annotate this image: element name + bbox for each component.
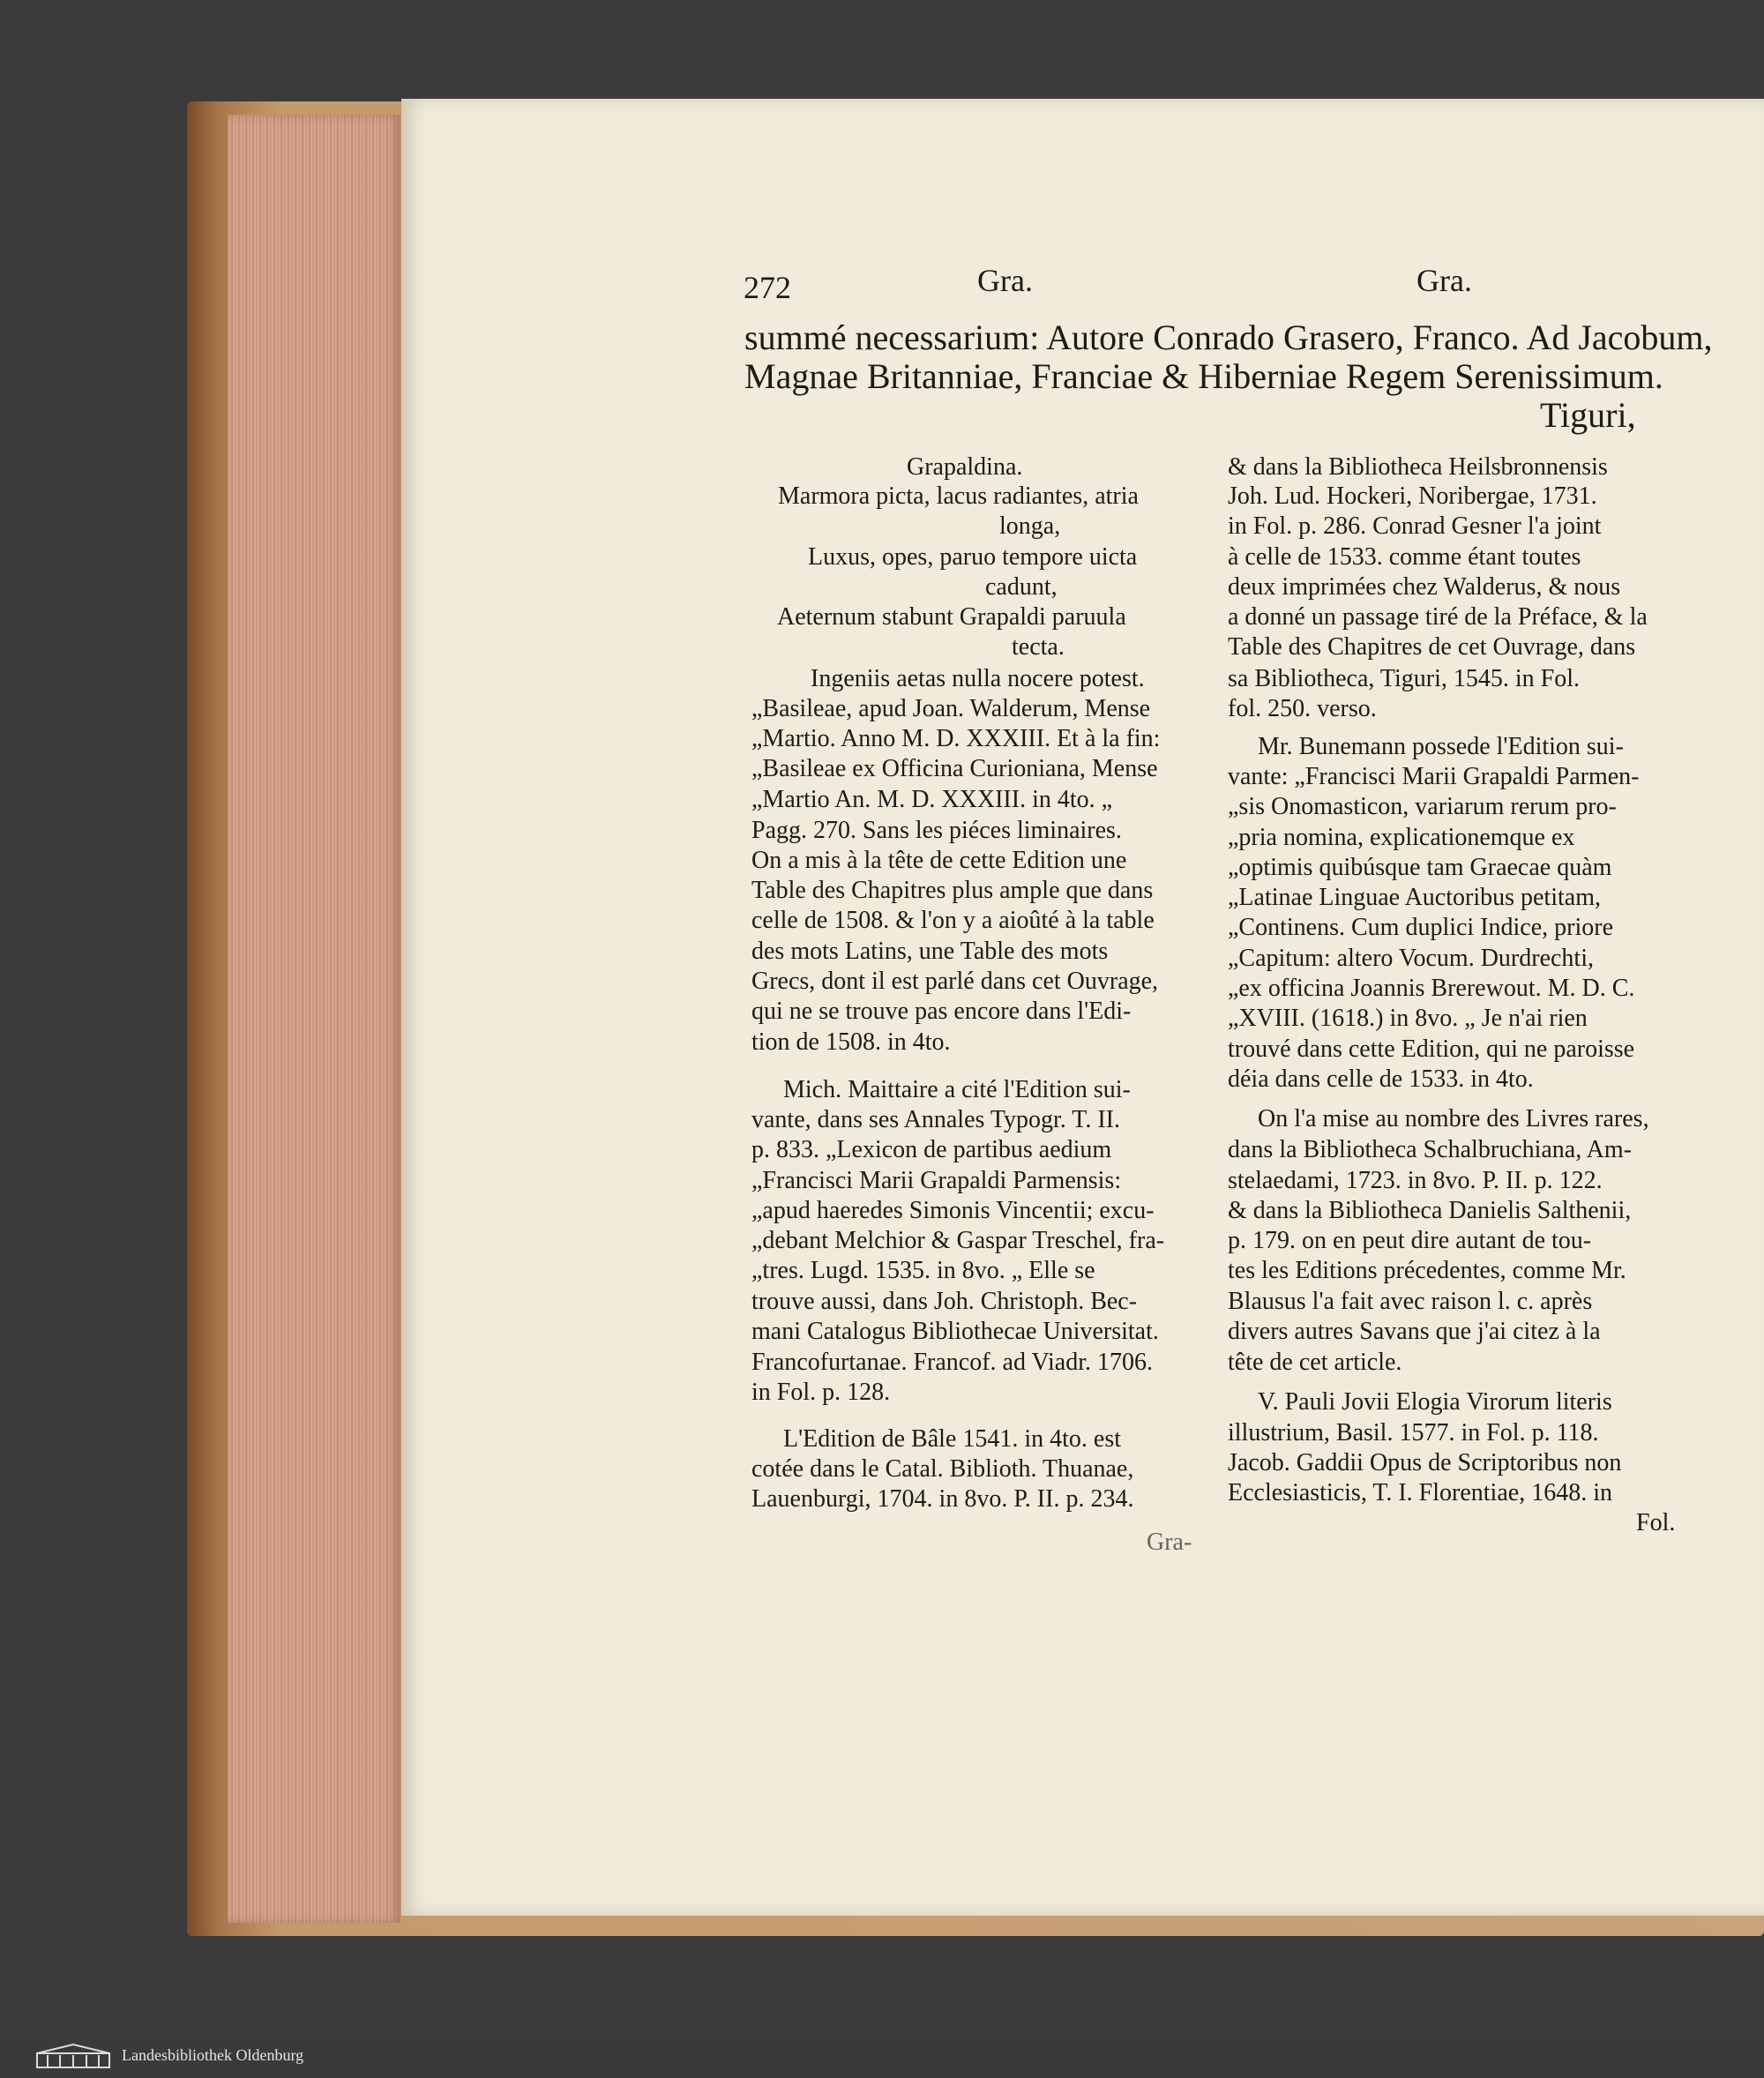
text-line: „Basileae, apud Joan. Walderum, Mense: [751, 695, 1151, 722]
text-line: & dans la Bibliotheca Heilsbronnensis: [1228, 453, 1608, 481]
text-line: p. 179. on en peut dire autant de tou-: [1228, 1227, 1592, 1254]
text-line: Lauenburgi, 1704. in 8vo. P. II. p. 234.: [751, 1485, 1134, 1513]
text-line: Table des Chapitres de cet Ouvrage, dans: [1228, 633, 1636, 661]
text-line: & dans la Bibliotheca Danielis Salthenii,: [1228, 1197, 1632, 1224]
text-line: Blausus l'a fait avec raison l. c. après: [1228, 1288, 1593, 1315]
footer-bar: [0, 2033, 1764, 2078]
text-line: trouvé dans cette Edition, qui ne paroisse: [1228, 1035, 1635, 1063]
text-line: „Martio An. M. D. XXXIII. in 4to. „: [751, 786, 1113, 813]
text-line: „tres. Lugd. 1535. in 8vo. „ Elle se: [751, 1257, 1095, 1284]
text-line: „Francisci Marii Grapaldi Parmensis:: [751, 1167, 1122, 1194]
text-line: „debant Melchior & Gaspar Treschel, fra-: [751, 1227, 1165, 1254]
text-line: „Capitum: altero Vocum. Durdrechti,: [1228, 945, 1594, 972]
text-line: stelaedami, 1723. in 8vo. P. II. p. 122.: [1228, 1167, 1603, 1194]
text-line: in Fol. p. 128.: [751, 1379, 891, 1406]
text-line: On a mis à la tête de cette Edition une: [751, 847, 1127, 874]
text-line: in Fol. p. 286. Conrad Gesner l'a joint: [1228, 512, 1602, 540]
text-line: V. Pauli Jovii Elogia Virorum literis: [1258, 1388, 1612, 1416]
text-line: Aeternum stabunt Grapaldi paruula: [777, 603, 1126, 631]
text-line: Table des Chapitres plus ample que dans: [751, 877, 1154, 904]
text-line: „sis Onomasticon, variarum rerum pro-: [1228, 793, 1617, 820]
text-line: a donné un passage tiré de la Préface, & la: [1228, 603, 1648, 631]
text-line: tête de cet article.: [1228, 1349, 1402, 1376]
text-line: Francofurtanae. Francof. ad Viadr. 1706.: [751, 1349, 1153, 1376]
text-line: Ecclesiasticis, T. I. Florentiae, 1648. in: [1228, 1479, 1612, 1506]
text-line: des mots Latins, une Table des mots: [751, 938, 1109, 965]
title-line: Magnae Britanniae, Franciae & Hiberniae Regem Serenissimum.: [744, 356, 1663, 396]
text-line: trouve aussi, dans Joh. Christoph. Bec-: [751, 1288, 1138, 1315]
text-line: longa,: [999, 512, 1061, 540]
text-line: Luxus, opes, paruo tempore uicta: [808, 543, 1138, 571]
running-head-right: Gra.: [1416, 263, 1472, 298]
text-line: fol. 250. verso.: [1228, 695, 1377, 722]
text-line: vante: „Francisci Marii Grapaldi Parmen-: [1228, 763, 1640, 790]
text-line: Mich. Maittaire a cité l'Edition sui-: [783, 1076, 1131, 1103]
text-line: „optimis quibúsque tam Graecae quàm: [1228, 854, 1612, 881]
text-line: Pagg. 270. Sans les piéces liminaires.: [751, 817, 1122, 844]
text-line: On l'a mise au nombre des Livres rares,: [1258, 1105, 1649, 1132]
text-line: deux imprimées chez Walderus, & nous: [1228, 573, 1621, 601]
text-line: illustrium, Basil. 1577. in Fol. p. 118.: [1228, 1419, 1599, 1446]
text-line: „apud haeredes Simonis Vincentii; excu-: [751, 1197, 1155, 1224]
text-line: „pria nomina, explicationemque ex: [1228, 824, 1575, 851]
text-line: „Continens. Cum duplici Indice, priore: [1228, 914, 1614, 941]
text-line: déia dans celle de 1533. in 4to.: [1228, 1065, 1534, 1093]
library-name: Landesbibliothek Oldenburg: [122, 2046, 304, 2064]
text-line: Marmora picta, lacus radiantes, atria: [778, 482, 1139, 510]
title-line: Tiguri,: [1540, 395, 1636, 435]
text-line: qui ne se trouve pas encore dans l'Edi-: [751, 998, 1132, 1025]
text-line: Ingeniis aetas nulla nocere potest.: [811, 665, 1145, 692]
text-line: vante, dans ses Annales Typogr. T. II.: [751, 1106, 1120, 1133]
text-line: „Basileae ex Officina Curioniana, Mense: [751, 755, 1158, 782]
text-line: Joh. Lud. Hockeri, Noribergae, 1731.: [1228, 482, 1597, 510]
text-line: p. 833. „Lexicon de partibus aedium: [751, 1136, 1112, 1163]
text-line: celle de 1508. & l'on y a aioûté à la table: [751, 907, 1155, 934]
text-line: sa Bibliotheca, Tiguri, 1545. in Fol.: [1228, 665, 1581, 692]
text-line: dans la Bibliotheca Schalbruchiana, Am-: [1228, 1136, 1632, 1163]
text-line: Jacob. Gaddii Opus de Scriptoribus non: [1228, 1449, 1622, 1476]
text-line: „ex officina Joannis Brerewout. M. D. C.: [1228, 975, 1635, 1002]
text-line: tion de 1508. in 4to.: [751, 1028, 951, 1056]
page-number: 272: [744, 270, 791, 305]
page-edges: [228, 115, 400, 1923]
text-line: „Latinae Linguae Auctoribus petitam,: [1228, 884, 1601, 911]
text-line: à celle de 1533. comme étant toutes: [1228, 543, 1581, 571]
text-line: divers autres Savans que j'ai citez à la: [1228, 1318, 1601, 1345]
text-line: Grecs, dont il est parlé dans cet Ouvrage,: [751, 968, 1159, 995]
text-line: „Martio. Anno M. D. XXXIII. Et à la fin:: [751, 725, 1161, 752]
text-line: Mr. Bunemann possede l'Edition sui-: [1258, 733, 1624, 760]
text-line: tecta.: [1012, 633, 1065, 661]
text-line: cotée dans le Catal. Biblioth. Thuanae,: [751, 1455, 1134, 1483]
library-logo-icon: [35, 2043, 111, 2069]
text-line: Grapaldina.: [907, 453, 1023, 481]
text-line: L'Edition de Bâle 1541. in 4to. est: [783, 1425, 1121, 1453]
text-line: „XVIII. (1618.) in 8vo. „ Je n'ai rien: [1228, 1005, 1588, 1032]
title-line: summé necessarium: Autore Conrado Grasero, Franco. Ad Jacobum,: [744, 318, 1713, 357]
text-line: mani Catalogus Bibliothecae Universitat.: [751, 1318, 1159, 1345]
running-head-left: Gra.: [977, 263, 1033, 298]
text-line: Fol.: [1636, 1509, 1676, 1536]
catchword: Gra-: [1147, 1529, 1192, 1556]
text-line: cadunt,: [985, 573, 1058, 601]
text-line: tes les Editions précedentes, comme Mr.: [1228, 1257, 1626, 1284]
